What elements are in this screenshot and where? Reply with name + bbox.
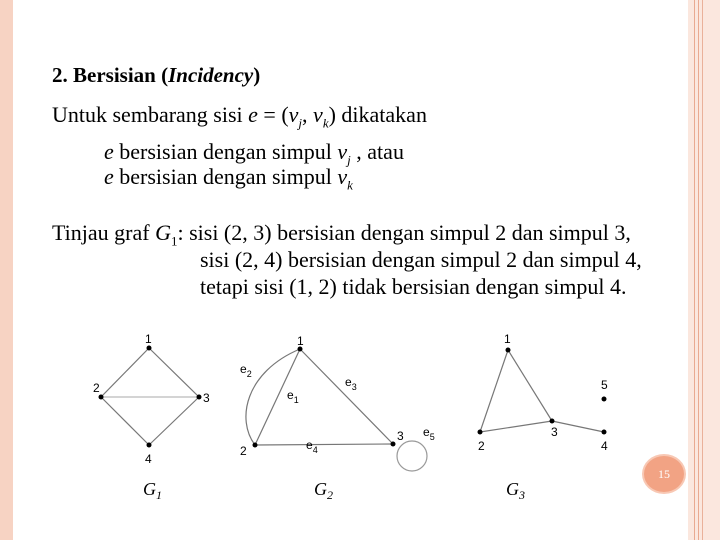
g2-edge-label: $e_3$ (345, 375, 357, 392)
graph-g2 (246, 349, 427, 471)
incidence-line-2: e bersisian dengan simpul $v_k$ (104, 164, 353, 193)
g1-caption: $G_1$ (143, 479, 162, 502)
graph-g2-nodes (253, 347, 396, 448)
g3-caption: $G_3$ (506, 479, 525, 502)
g3-node-label: 4 (601, 439, 608, 453)
definition-line: Untuk sembarang sisi $e = (v_j$, $v_k$) dikatakan (52, 102, 427, 131)
g1-node-label: 4 (145, 452, 152, 466)
g3-node-label: 5 (601, 378, 608, 392)
graph-g3 (480, 350, 604, 432)
g2-node-label: 3 (397, 429, 404, 443)
example-line-3: tetapi sisi (1, 2) tidak bersisian dengan simpul 4. (200, 274, 627, 299)
example-line-1: Tinjau graf $G_1$: sisi (2, 3) bersisian dengan simpul 2 dan simpul 3, (52, 220, 631, 249)
g2-node-label: 1 (297, 334, 304, 348)
section-heading: 2. Bersisian (Incidency) (52, 63, 261, 87)
g1-node-label: 2 (93, 381, 100, 395)
g3-node-label: 2 (478, 439, 485, 453)
g1-node-label: 3 (203, 391, 210, 405)
example-line-2: sisi (2, 4) bersisian dengan simpul 2 dan simpul 4, (200, 247, 642, 272)
g2-edge-label: $e_1$ (287, 388, 299, 405)
g2-caption: $G_2$ (314, 479, 333, 502)
g2-edge-label: $e_5$ (423, 425, 435, 442)
page-number-badge: 15 (642, 454, 686, 494)
graph-g3-nodes (478, 348, 607, 435)
g3-node-label: 1 (504, 332, 511, 346)
g1-node-label: 1 (145, 332, 152, 346)
g3-node-label: 3 (551, 425, 558, 439)
g2-edge-label: $e_2$ (240, 362, 252, 379)
g2-node-label: 2 (240, 444, 247, 458)
g2-edge-label: $e_4$ (306, 438, 318, 455)
incidence-line-1: e bersisian dengan simpul $v_j$ , atau (104, 139, 404, 168)
graph-g1 (101, 348, 199, 445)
